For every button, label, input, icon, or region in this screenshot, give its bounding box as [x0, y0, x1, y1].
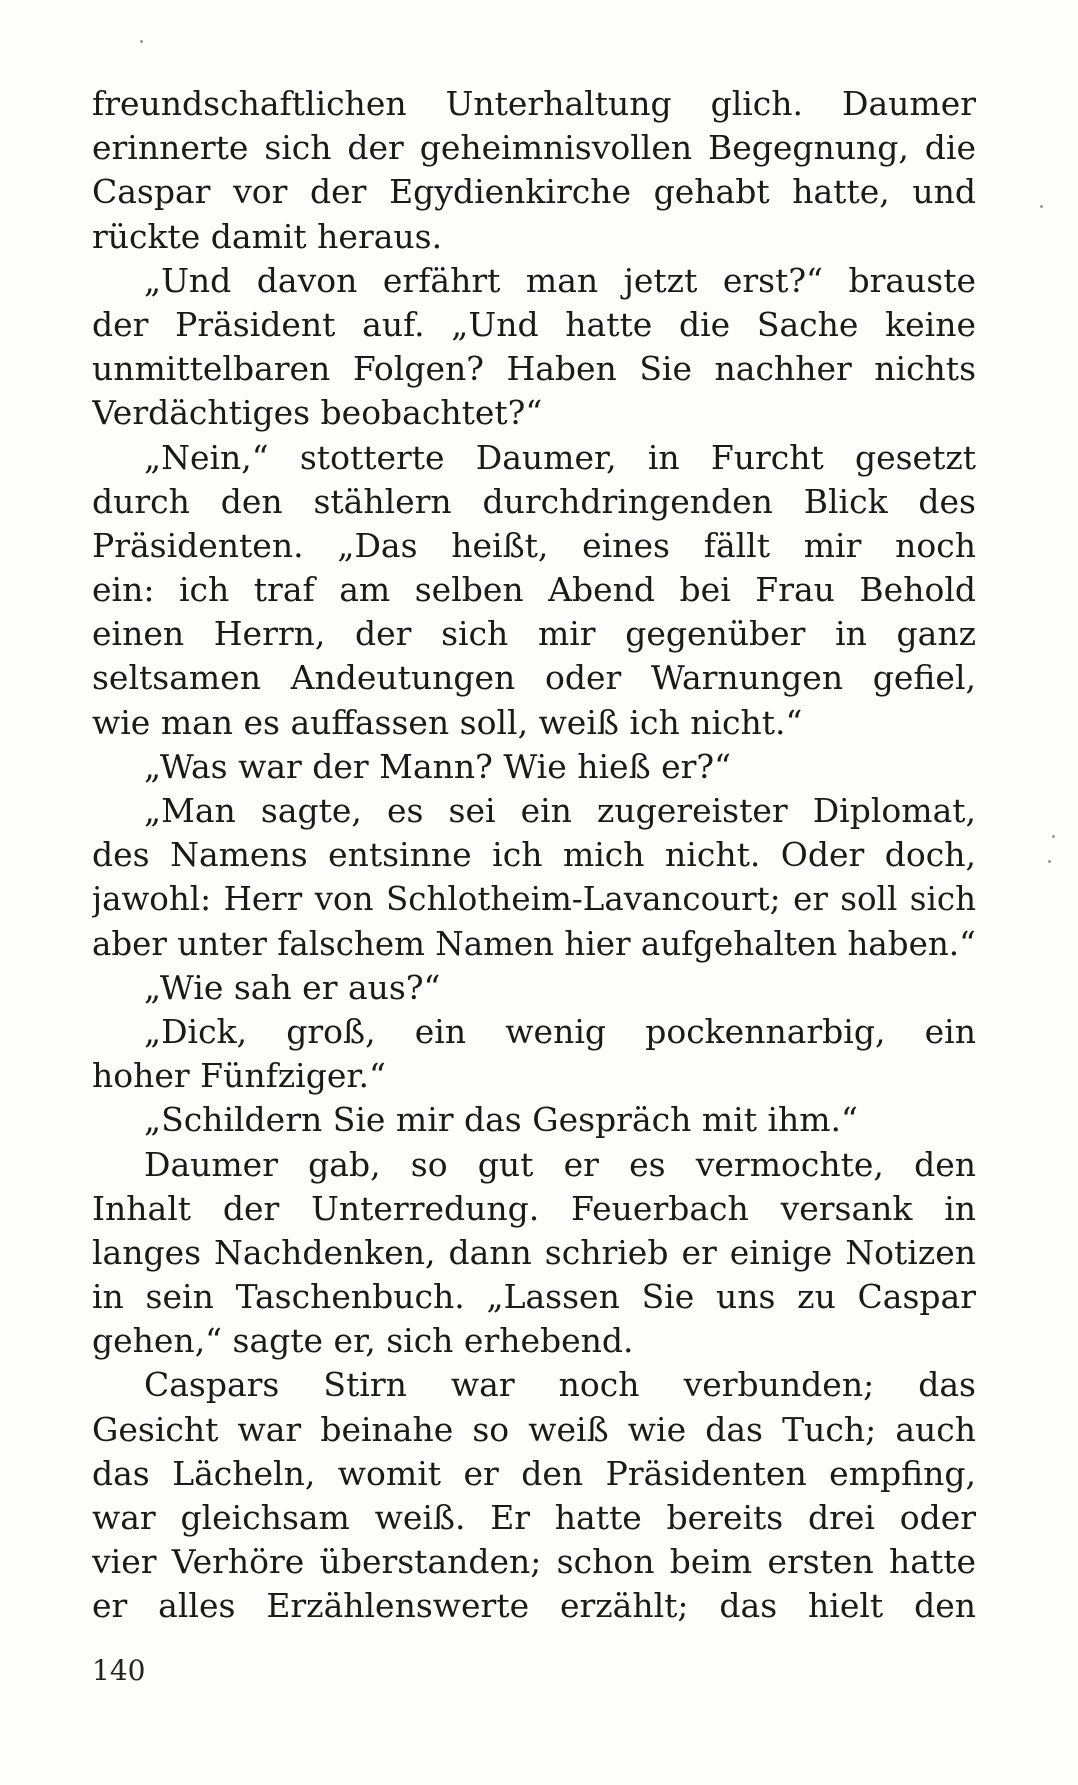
text-line: er alles Erzählenswerte erzählt; das hielt den — [92, 1586, 976, 1626]
text-line: Präsidenten. „Das heißt, eines fällt mir noch — [92, 525, 976, 565]
text-line: Verdächtiges beobachtet?“ — [92, 393, 543, 433]
text-line: „Was war der Mann? Wie hieß er?“ — [144, 746, 731, 786]
text-line: rückte damit heraus. — [92, 216, 443, 256]
text-line: „Nein,“ stotterte Daumer, in Furcht gesetzt — [144, 437, 976, 477]
text-line: Gesicht war beinahe so weiß wie das Tuch; auch — [92, 1409, 976, 1449]
text-line: jawohl: Herr von Schlotheim-Lavancourt; er soll sich — [92, 880, 976, 919]
text-line: „Wie sah er aus?“ — [144, 967, 441, 1007]
text-line: durch den stählern durchdringenden Blick des — [92, 481, 976, 521]
paper-speck — [1048, 860, 1051, 863]
body-text — [92, 82, 976, 1629]
text-line: „Dick, groß, ein wenig pockennarbig, ein — [144, 1011, 976, 1051]
paper-speck — [1040, 205, 1043, 208]
text-line: Caspar vor der Egydienkirche gehabt hatte, und — [92, 172, 976, 212]
text-line: gehen,“ sagte er, sich erhebend. — [92, 1321, 634, 1361]
text-line: unmittelbaren Folgen? Haben Sie nachher nichts — [92, 349, 976, 389]
text-line: Daumer gab, so gut er es vermochte, den — [144, 1144, 976, 1184]
text-line: erinnerte sich der geheimnisvollen Begegnung, die — [92, 128, 976, 168]
paper-speck — [1052, 835, 1055, 838]
text-line: wie man es auffassen soll, weiß ich nicht.“ — [92, 702, 803, 742]
text-line: das Lächeln, womit er den Präsidenten empfing, — [92, 1453, 976, 1493]
text-line: Caspars Stirn war noch verbunden; das — [144, 1365, 976, 1405]
text-line: „Man sagte, es sei ein zugereister Diplomat, — [144, 791, 976, 830]
text-line: hoher Fünfziger.“ — [92, 1056, 386, 1096]
text-line: der Präsident auf. „Und hatte die Sache keine — [92, 304, 976, 344]
text-line: „Schildern Sie mir das Gespräch mit ihm.“ — [144, 1100, 858, 1140]
text-line: seltsamen Andeutungen oder Warnungen gefiel, — [92, 658, 976, 698]
text-line: war gleichsam weiß. Er hatte bereits drei oder — [92, 1498, 976, 1537]
text-line: „Und davon erfährt man jetzt erst?“ brauste — [144, 260, 976, 300]
text-line: des Namens entsinne ich mich nicht. Oder doch, — [92, 835, 976, 875]
text-line: Inhalt der Unterredung. Feuerbach versank in — [92, 1188, 976, 1228]
text-line: vier Verhöre überstanden; schon beim ersten hatte — [92, 1542, 976, 1582]
text-line: freundschaftlichen Unterhaltung glich. Daumer — [92, 84, 976, 123]
text-line: aber unter falschem Namen hier aufgehalten haben.“ — [92, 924, 976, 963]
text-line: ein: ich traf am selben Abend bei Frau Behold — [92, 570, 976, 610]
paper-speck — [140, 40, 143, 43]
page-number: 140 — [92, 1654, 146, 1687]
text-line: in sein Taschenbuch. „Lassen Sie uns zu Caspar — [92, 1277, 976, 1317]
text-line: langes Nachdenken, dann schrieb er einige Notizen — [92, 1232, 976, 1272]
text-line: einen Herrn, der sich mir gegenüber in ganz — [92, 614, 976, 654]
